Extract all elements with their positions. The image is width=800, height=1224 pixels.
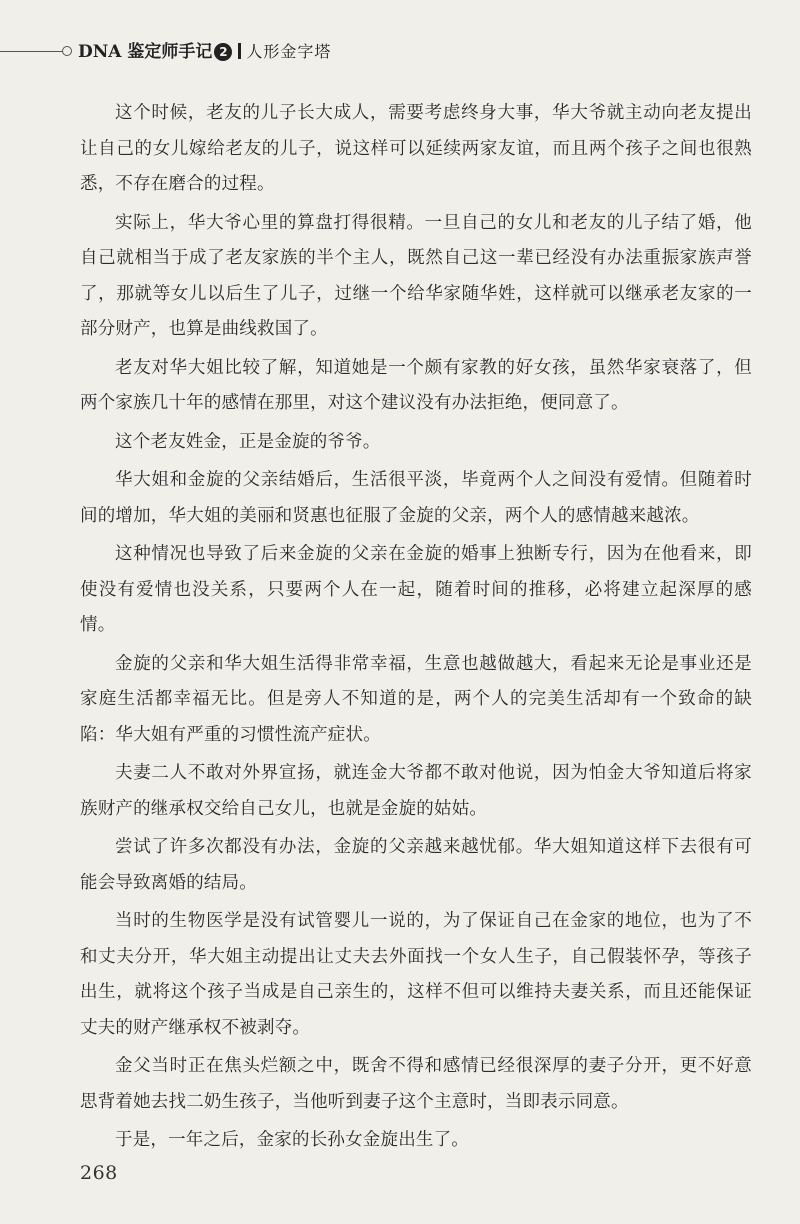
header-title <box>78 38 331 66</box>
paragraph: 华大姐和金旋的父亲结婚后，生活很平淡，毕竟两个人之间没有爱情。但随着时间的增加，华大姐的美丽和贤惠也征服了金旋的父亲，两个人的感情越来越浓。 <box>80 470 752 526</box>
running-header <box>0 34 800 68</box>
header-separator <box>238 43 241 59</box>
paragraph: 实际上，华大爷心里的算盘打得很精。一旦自己的女儿和老友的儿子结了婚，他自己就相当于成了老友家族的半个主人，既然自己这一辈已经没有办法重振家族声誉了，那就等女儿以后生了儿子，过继一个给华家随华姓，这样就可以继承老友家的一部分财产，也算是曲线救国了。 <box>80 212 752 339</box>
paragraph: 尝试了许多次都没有办法，金旋的父亲越来越忧郁。华大姐知道这样下去很有可能会导致离婚的结局。 <box>80 837 752 893</box>
body-text <box>80 96 752 1162</box>
paragraph: 当时的生物医学是没有试管婴儿一说的，为了保证自己在金家的地位，也为了不和丈夫分开，华大姐主动提出让丈夫去外面找一个女人生子，自己假装怀孕，等孩子出生，就将这个孩子当成是自己亲生的，这样不但可以维持夫妻关系，而且还能保证丈夫的财产继承权不被剥夺。 <box>80 911 752 1038</box>
header-circle-ornament <box>62 46 72 56</box>
paragraph: 老友对华大姐比较了解，知道她是一个颇有家教的好女孩，虽然华家衰落了，但两个家族几十年的感情在那里，对这个建议没有办法拒绝，便同意了。 <box>80 357 752 413</box>
paragraph: 金旋的父亲和华大姐生活得非常幸福，生意也越做越大，看起来无论是事业还是家庭生活都幸福无比。但是旁人不知道的是，两个人的完美生活却有一个致命的缺陷：华大姐有严重的习惯性流产症状。 <box>80 653 752 745</box>
paragraph: 这个时候，老友的儿子长大成人，需要考虑终身大事，华大爷就主动向老友提出让自己的女儿嫁给老友的儿子，说这样可以延续两家友谊，而且两个孩子之间也很熟悉，不存在磨合的过程。 <box>80 103 752 194</box>
chapter-title: 人形金字塔 <box>246 42 332 61</box>
page-number: 268 <box>80 1162 118 1184</box>
book-title: DNA 鉴定师手记 <box>78 42 213 62</box>
header-rule <box>0 51 64 52</box>
volume-badge: 2 <box>214 43 232 61</box>
paragraph: 这种情况也导致了后来金旋的父亲在金旋的婚事上独断专行，因为在他看来，即使没有爱情也没关系，只要两个人在一起，随着时间的推移，必将建立起深厚的感情。 <box>80 544 752 635</box>
paragraph: 夫妻二人不敢对外界宣扬，就连金大爷都不敢对他说，因为怕金大爷知道后将家族财产的继承权交给自己女儿，也就是金旋的姑姑。 <box>80 763 752 819</box>
paragraph: 这个老友姓金，正是金旋的爷爷。 <box>115 431 381 452</box>
paragraph: 于是，一年之后，金家的长孙女金旋出生了。 <box>115 1130 469 1150</box>
paragraph: 金父当时正在焦头烂额之中，既舍不得和感情已经很深厚的妻子分开，更不好意思背着她去找二奶生孩子，当他听到妻子这个主意时，当即表示同意。 <box>80 1056 752 1112</box>
